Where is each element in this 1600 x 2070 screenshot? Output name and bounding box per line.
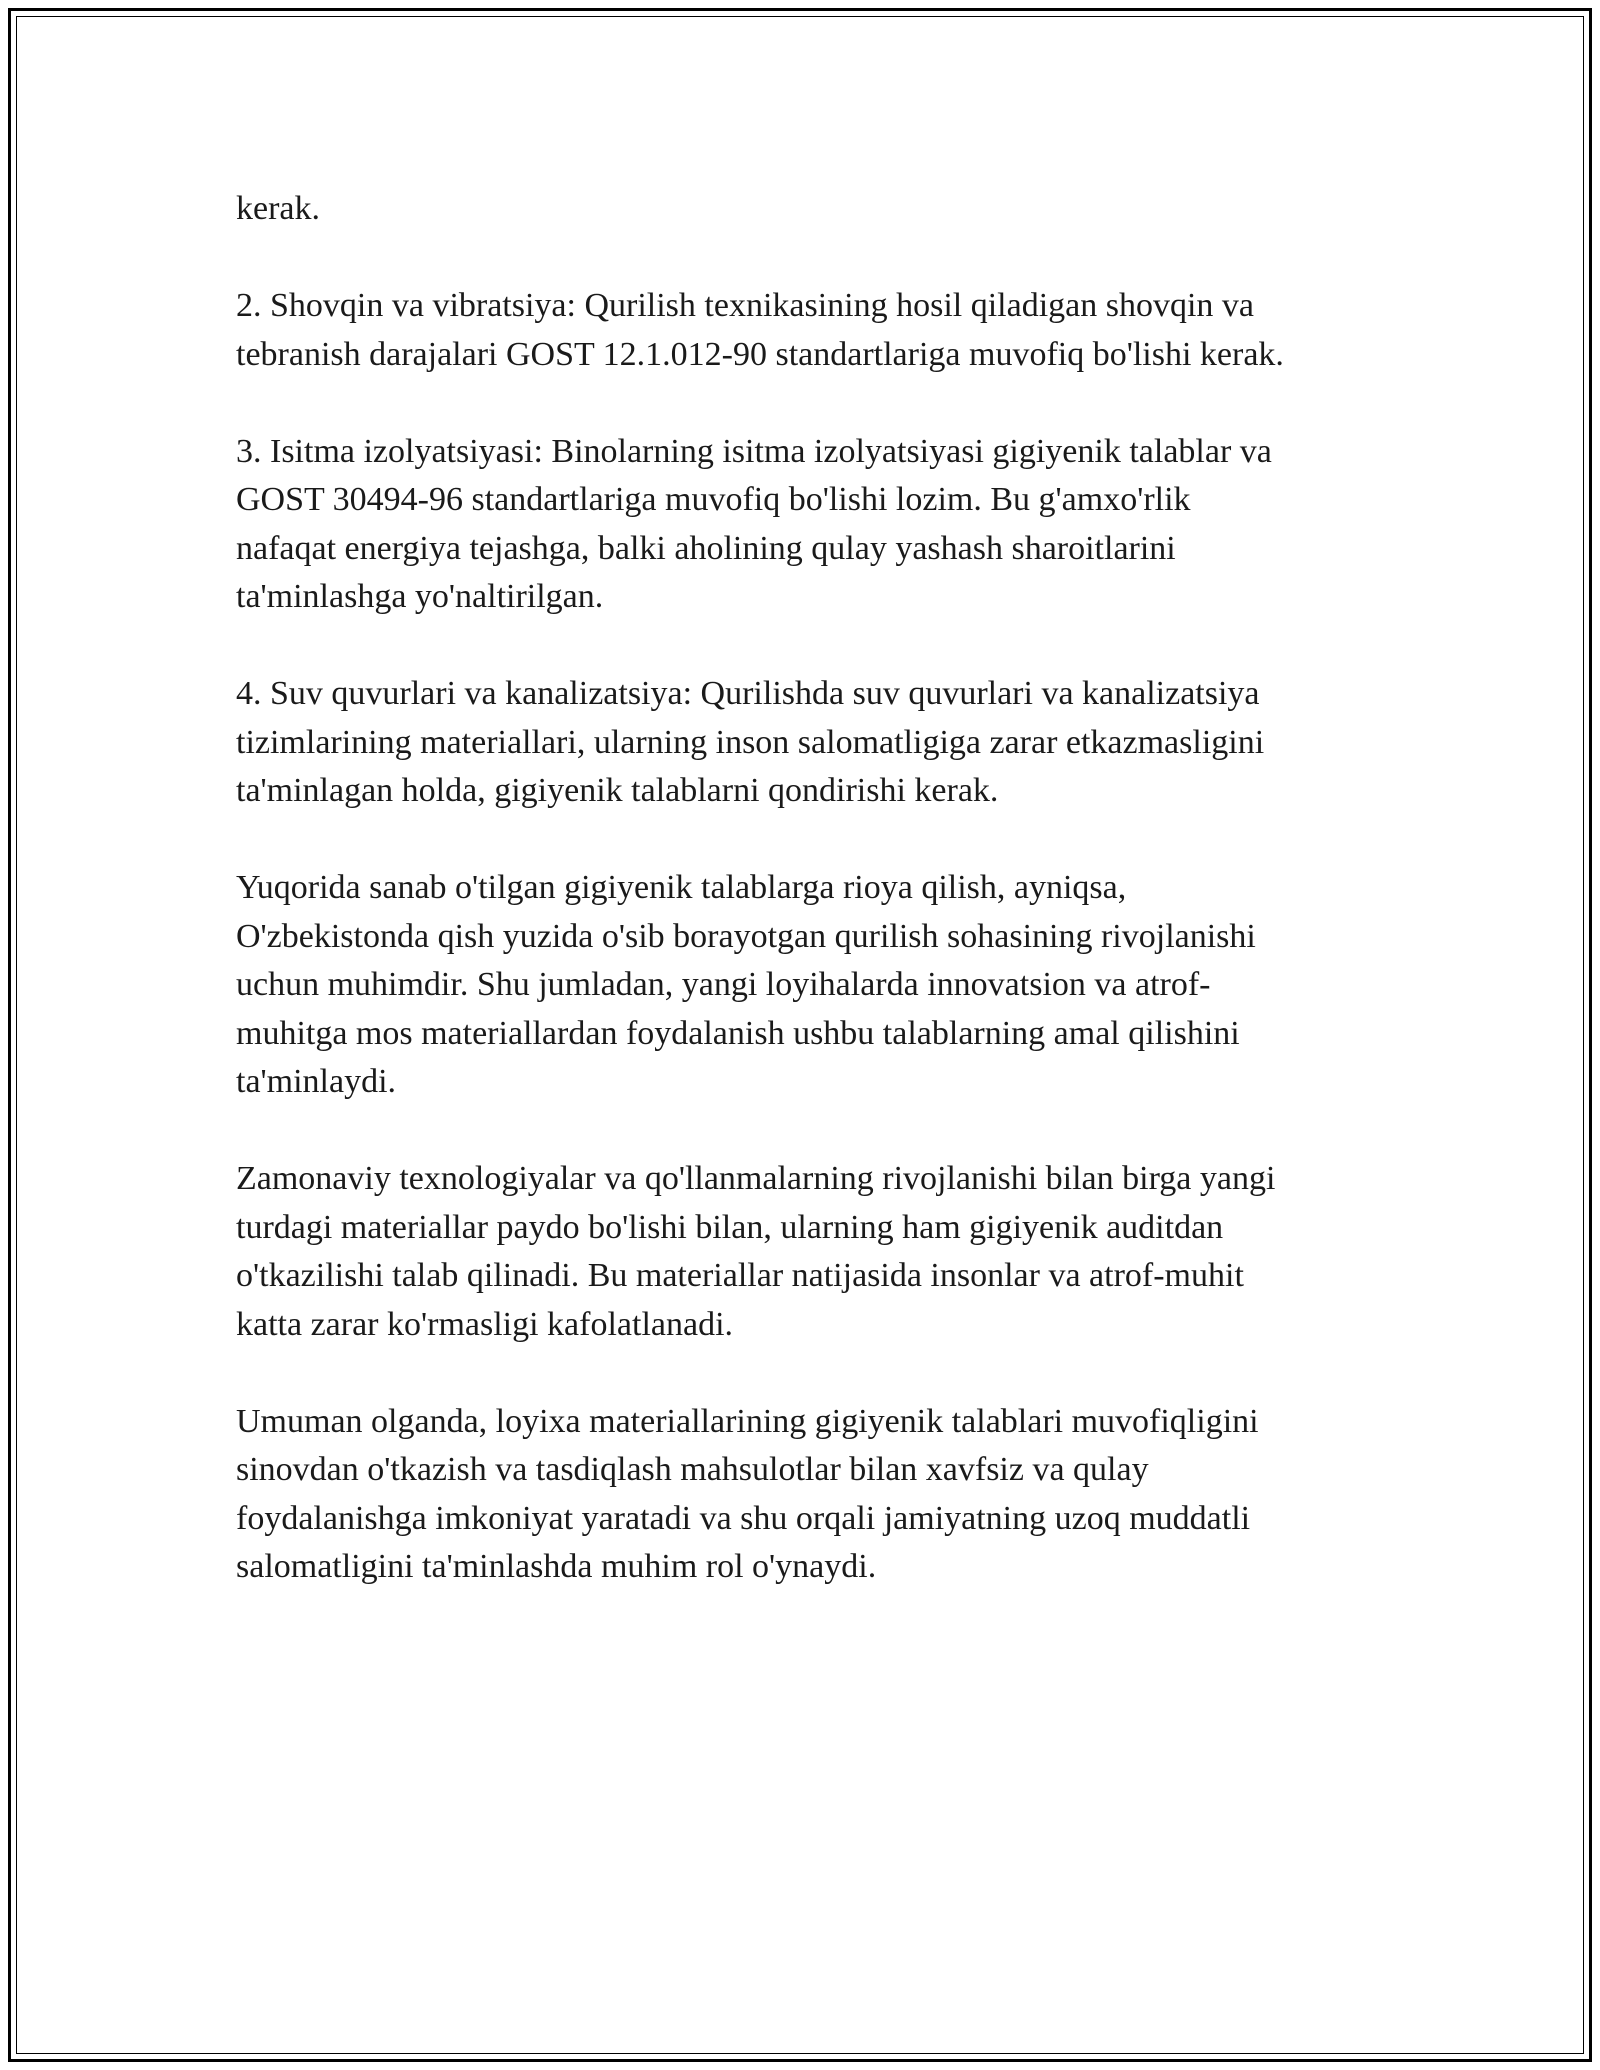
text-line: O'zbekistonda qish yuzida o'sib borayotgan qurilish sohasining rivojlanishi [236,917,1256,955]
text-line: ta'minlashga yo'naltirilgan. [236,578,604,615]
text-line: ta'minlaydi. [236,1063,397,1100]
text-line: muhitga mos materiallardan foydalanish ushbu talablarning amal qilishini [236,1014,1240,1052]
text-line: o'tkazilishi talab qilinadi. Bu materiallar natijasida insonlar va atrof-muhit [236,1257,1244,1294]
text-line: foydalanishga imkoniyat yaratadi va shu orqali jamiyatning uzoq muddatli [236,1499,1251,1537]
text-line: GOST 30494-96 standartlariga muvofiq bo'lishi lozim. Bu g'amxo'rlik [236,481,1191,518]
paragraph-conclusion [236,1398,1396,1592]
text-line: Umuman olganda, loyixa materiallarining gigiyenik talablari muvofiqligini [236,1402,1259,1440]
text-line: sinovdan o'tkazish va tasdiqlash mahsulotlar bilan xavfsiz va qulay [236,1451,1149,1488]
text-line: kerak. [236,190,321,227]
text-line: uchun muhimdir. Shu jumladan, yangi loyihalarda innovatsion va atrof- [236,966,1211,1003]
text-line: katta zarar ko'rmasligi kafolatlanadi. [236,1305,734,1343]
text-line: Yuqorida sanab o'tilgan gigiyenik talablarga rioya qilish, ayniqsa, [236,869,1127,906]
text-line: 2. Shovqin va vibratsiya: Qurilish texnikasining hosil qiladigan shovqin va [236,287,1255,324]
paragraph-continuation [236,185,1396,234]
text-line: salomatligini ta'minlashda muhim rol o'ynaydi. [236,1548,877,1585]
text-line: turdagi materiallar paydo bo'lishi bilan, ularning ham gigiyenik auditdan [236,1208,1224,1246]
document-body [236,185,1396,1592]
text-line: 4. Suv quvurlari va kanalizatsiya: Qurilishda suv quvurlari va kanalizatsiya [236,675,1260,712]
text-line: tizimlarining materiallari, ularning inson salomatligiga zarar etkazmasligini [236,723,1265,761]
paragraph-noise-vibration [236,282,1396,379]
paragraph-requirements-summary [236,864,1396,1107]
paragraph-water-sewage [236,670,1396,816]
text-line: tebranish darajalari GOST 12.1.012-90 standartlariga muvofiq bo'lishi kerak. [236,335,1284,373]
paragraph-modern-technologies [236,1155,1396,1349]
paragraph-thermal-insulation [236,428,1396,622]
text-line: Zamonaviy texnologiyalar va qo'llanmalarning rivojlanishi bilan birga yangi [236,1160,1276,1197]
text-line: ta'minlagan holda, gigiyenik talablarni qondirishi kerak. [236,772,999,809]
text-line: nafaqat energiya tejashga, balki aholining qulay yashash sharoitlarini [236,529,1176,567]
text-line: 3. Isitma izolyatsiyasi: Binolarning isitma izolyatsiyasi gigiyenik talablar va [236,432,1272,470]
